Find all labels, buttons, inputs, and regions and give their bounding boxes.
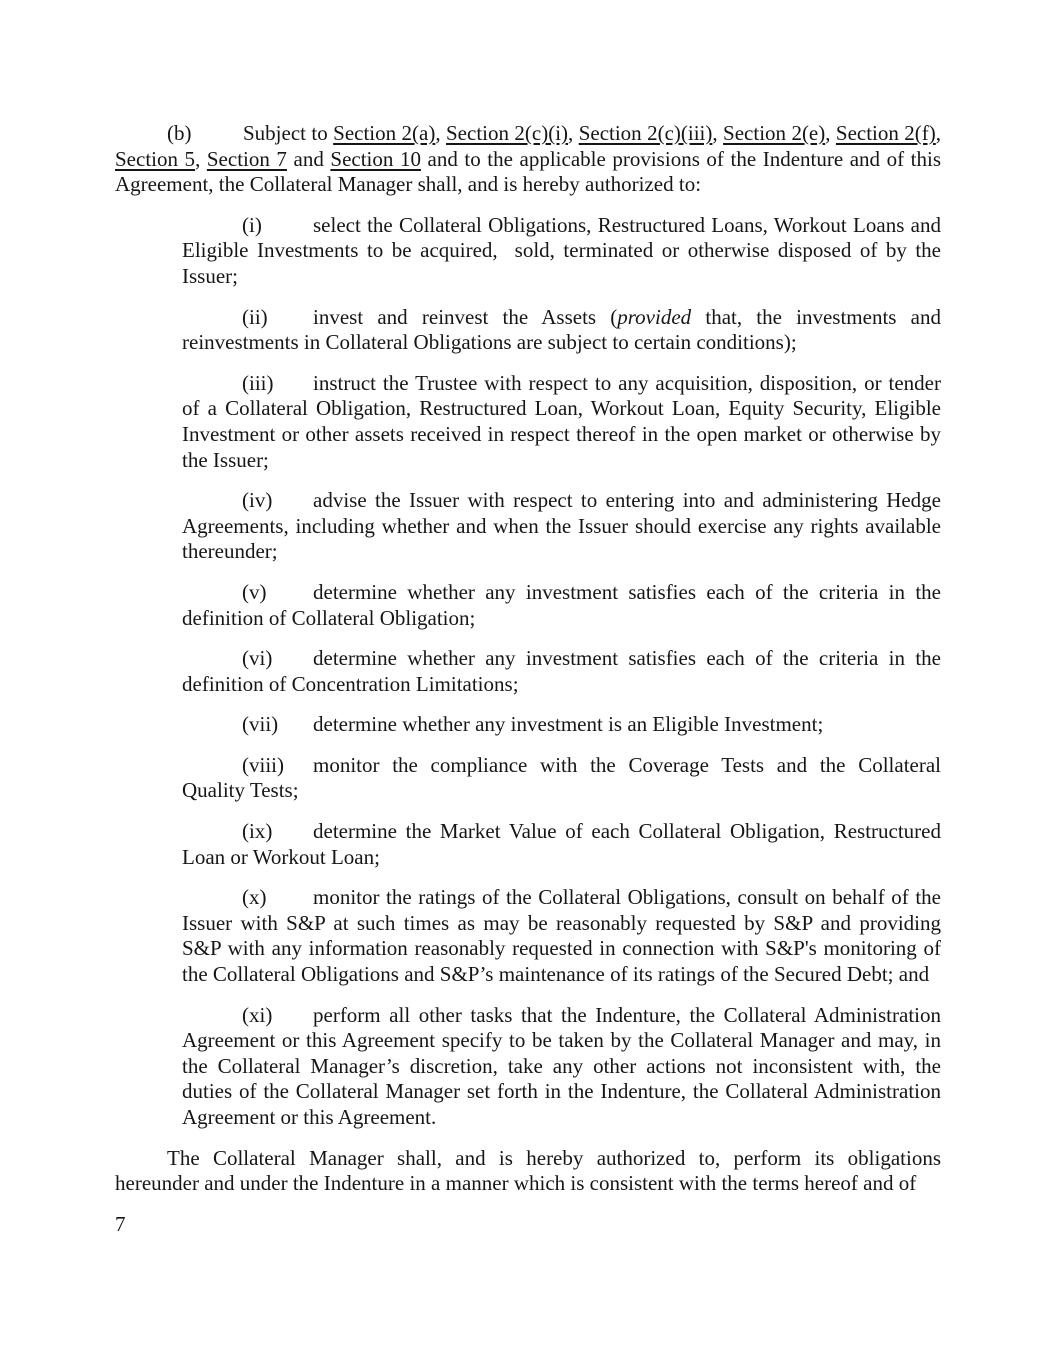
list-item-iv (115, 488, 941, 565)
list-item-xi (115, 1003, 941, 1131)
text-segment: Section 2(c)(i) (446, 121, 569, 145)
text-segment: Section 7 (206, 146, 287, 171)
text-segment: , (435, 121, 446, 145)
list-item-ii (115, 305, 941, 356)
paragraph-label: (iv) (242, 488, 273, 513)
text-segment: that, the investments and reinvestments in Collateral Obligations are subject to certain conditions); (182, 304, 941, 355)
text-segment: Section 2(c)(iii) (578, 121, 713, 145)
list-item-x (115, 885, 941, 987)
text-segment: Section 2(e) (723, 121, 826, 145)
paragraph-label: (vi) (242, 646, 273, 671)
list-item-i (115, 213, 941, 290)
paragraph-label: (i) (242, 212, 262, 237)
text-segment: determine whether any investment is an Eligible Investment; (313, 712, 824, 737)
paragraph-label: (ii) (242, 304, 268, 329)
text-segment: and to the applicable provisions of the Indenture and of this Agreement, the Collateral Manager shall, and is hereby authorized to: (115, 146, 942, 197)
list-item-vii (115, 712, 941, 738)
text-segment: determine whether any investment satisfies each of the criteria in the definition of Concentration Limitations; (182, 646, 941, 696)
text-segment: , (935, 121, 942, 145)
paragraph-b (115, 121, 941, 198)
text-segment: and (286, 146, 331, 171)
document-body (115, 121, 941, 1237)
text-segment: monitor the ratings of the Collateral Obligations, consult on behalf of the Issuer with S&P at such times as may be reasonably requested by S&P and providing S&P with any information reasonably requested in connection with S&P's monitoring of the Collateral Obligations and S&P’s maintenance of its ratings of the Secured Debt; and (182, 885, 941, 987)
paragraph-label: (ix) (242, 819, 273, 844)
text-segment: , (568, 121, 579, 145)
text-segment: , (195, 146, 207, 171)
paragraph-label: (iii) (242, 370, 274, 395)
list-item-viii (115, 753, 941, 804)
paragraph-label: (x) (242, 885, 267, 910)
paragraph-label: (viii) (242, 752, 284, 777)
text-segment: Section 5 (115, 146, 196, 171)
text-segment: perform all other tasks that the Indenture, the Collateral Administration Agreement or this Agreement specify to be taken by the Collateral Manager and may, in the Collateral Manager’s discretion, take any other actions not inconsistent with, the duties of the Collateral Manager set forth in the Indenture, the Collateral Administration Agreement or this Agreement. (182, 1002, 941, 1129)
text-segment: advise the Issuer with respect to entering into and administering Hedge Agreements, including whether and when the Issuer should exercise any rights available thereunder; (182, 488, 941, 564)
text-segment: determine whether any investment satisfies each of the criteria in the definition of Collateral Obligation; (182, 579, 941, 630)
list-item-v (115, 580, 941, 631)
text-segment: Section 10 (330, 146, 421, 171)
text-segment: instruct the Trustee with respect to any acquisition, disposition, or tender of a Collateral Obligation, Restructured Loan, Workout Loan, Equity Security, Eligible Investment or other assets received in respect thereof in the open market or otherwise by the Issuer; (182, 370, 941, 472)
list-item-vi (115, 646, 941, 697)
text-segment: The Collateral Manager shall, and is hereby authorized to, perform its obligations hereunder and under the Indenture in a manner which is consistent with the terms hereof and of (115, 1145, 941, 1196)
text-segment: , (825, 121, 836, 145)
text-segment: select the Collateral Obligations, Restructured Loans, Workout Loans and Eligible Investments to be acquired, sold, terminated or otherwise disposed of by the Issuer; (182, 212, 941, 288)
text-segment: Section 2(f) (835, 121, 936, 145)
page-number: 7 (115, 1211, 126, 1236)
paragraph-label: (xi) (242, 1002, 273, 1027)
paragraph-label: (b) (167, 121, 192, 145)
text-segment: monitor the compliance with the Coverage Tests and the Collateral Quality Tests; (182, 752, 941, 803)
list-item-iii (115, 371, 941, 473)
list-item-ix (115, 819, 941, 870)
text-segment: Section 2(a) (333, 121, 436, 145)
paragraph-label: (v) (242, 579, 267, 604)
paragraph-closing (115, 1146, 941, 1197)
text-segment: , (712, 121, 724, 145)
text-segment: provided (617, 304, 692, 329)
paragraph-label: (vii) (242, 712, 279, 737)
text-segment: invest and reinvest the Assets ( (313, 304, 618, 329)
text-segment: determine the Market Value of each Collateral Obligation, Restructured Loan or Workout Loan; (182, 819, 941, 869)
text-segment: Subject to (243, 121, 334, 145)
